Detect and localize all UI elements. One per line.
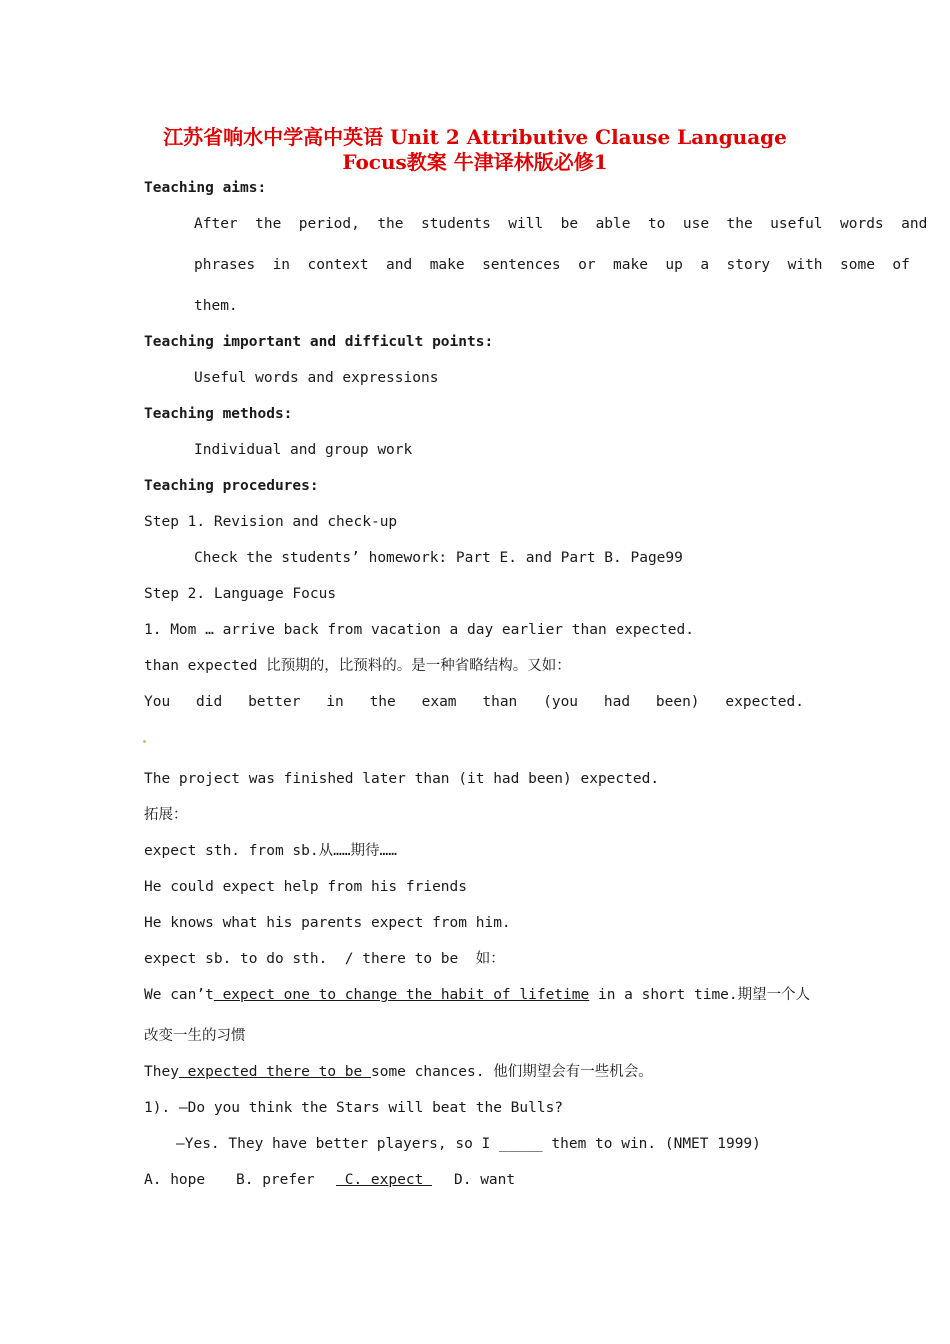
aims-text-1: After the period, the students will be able to use the useful words and bbox=[194, 216, 928, 232]
methods-heading: Teaching methods: bbox=[144, 406, 293, 422]
example-4: He knows what his parents expect from him. bbox=[144, 915, 511, 931]
example-1-word: better bbox=[248, 694, 301, 710]
aims-text-2: phrases in context and make sentences or make up a story with some of bbox=[194, 257, 910, 273]
example-1 bbox=[144, 692, 804, 712]
points-heading: Teaching important and difficult points: bbox=[144, 334, 494, 350]
example-1-word: expected. bbox=[725, 694, 804, 710]
aims-heading: Teaching aims: bbox=[144, 180, 267, 196]
question-1: 1). —Do you think the Stars will beat the Bulls? bbox=[144, 1100, 564, 1116]
step-1-text: Check the students’ homework: Part E. and Part B. Page99 bbox=[194, 550, 683, 566]
example-1-word: been) bbox=[655, 694, 700, 710]
extend-heading: 拓展： bbox=[144, 807, 188, 823]
expect-sb-note: expect sb. to do sth. / there to be 如： bbox=[144, 951, 505, 967]
example-1-word: in bbox=[326, 694, 344, 710]
example-5-end: in a short time.期望一个人 bbox=[589, 987, 811, 1003]
example-2: The project was finished later than (it had been) expected. bbox=[144, 771, 660, 787]
procedures-heading: Teaching procedures: bbox=[144, 478, 319, 494]
example-1-word: exam bbox=[421, 694, 457, 710]
example-1-word: You bbox=[144, 694, 171, 710]
option-d: D. want bbox=[454, 1172, 516, 1188]
example-1-word: had bbox=[603, 694, 631, 710]
example-1-word: (you bbox=[543, 694, 579, 710]
title-line-1: 江苏省响水中学高中英语 Unit 2 Attributive Clause Language bbox=[163, 125, 787, 149]
points-text: Useful words and expressions bbox=[194, 370, 439, 386]
item-1: 1. Mom … arrive back from vacation a day earlier than expected. bbox=[144, 622, 694, 638]
option-a: A. hope bbox=[144, 1172, 206, 1188]
example-6-start: They bbox=[144, 1064, 179, 1080]
example-6 bbox=[144, 1062, 653, 1082]
example-5 bbox=[144, 985, 810, 1005]
document-title bbox=[0, 125, 950, 175]
title-line-2: Focus教案 牛津译林版必修1 bbox=[342, 150, 608, 174]
methods-text: Individual and group work bbox=[194, 442, 413, 458]
step-2: Step 2. Language Focus bbox=[144, 586, 337, 602]
example-5-underline: expect one to change the habit of lifetime bbox=[213, 987, 590, 1003]
example-1-word: did bbox=[196, 694, 223, 710]
example-3: He could expect help from his friends bbox=[144, 879, 468, 895]
expect-from-note: expect sth. from sb.从……期待…… bbox=[144, 843, 398, 859]
example-5-start: We can’t bbox=[144, 987, 214, 1003]
than-expected-note: than expected 比预期的，比预料的。是一种省略结构。又如： bbox=[144, 658, 571, 674]
example-1-word: the bbox=[369, 694, 396, 710]
example-6-underline: expected there to be bbox=[178, 1064, 371, 1080]
option-b: B. prefer bbox=[236, 1172, 315, 1188]
aims-text-3: them. bbox=[194, 298, 238, 314]
example-1-word: than bbox=[482, 694, 518, 710]
step-1: Step 1. Revision and check-up bbox=[144, 514, 398, 530]
option-c: C. expect bbox=[336, 1172, 433, 1188]
question-1-answer: —Yes. They have better players, so I _____ them to win. (NMET 1999) bbox=[176, 1136, 761, 1152]
mark-dot bbox=[143, 740, 146, 743]
example-5-translation: 改变一生的习惯 bbox=[144, 1028, 246, 1044]
example-6-end: some chances. 他们期望会有一些机会。 bbox=[370, 1064, 653, 1080]
